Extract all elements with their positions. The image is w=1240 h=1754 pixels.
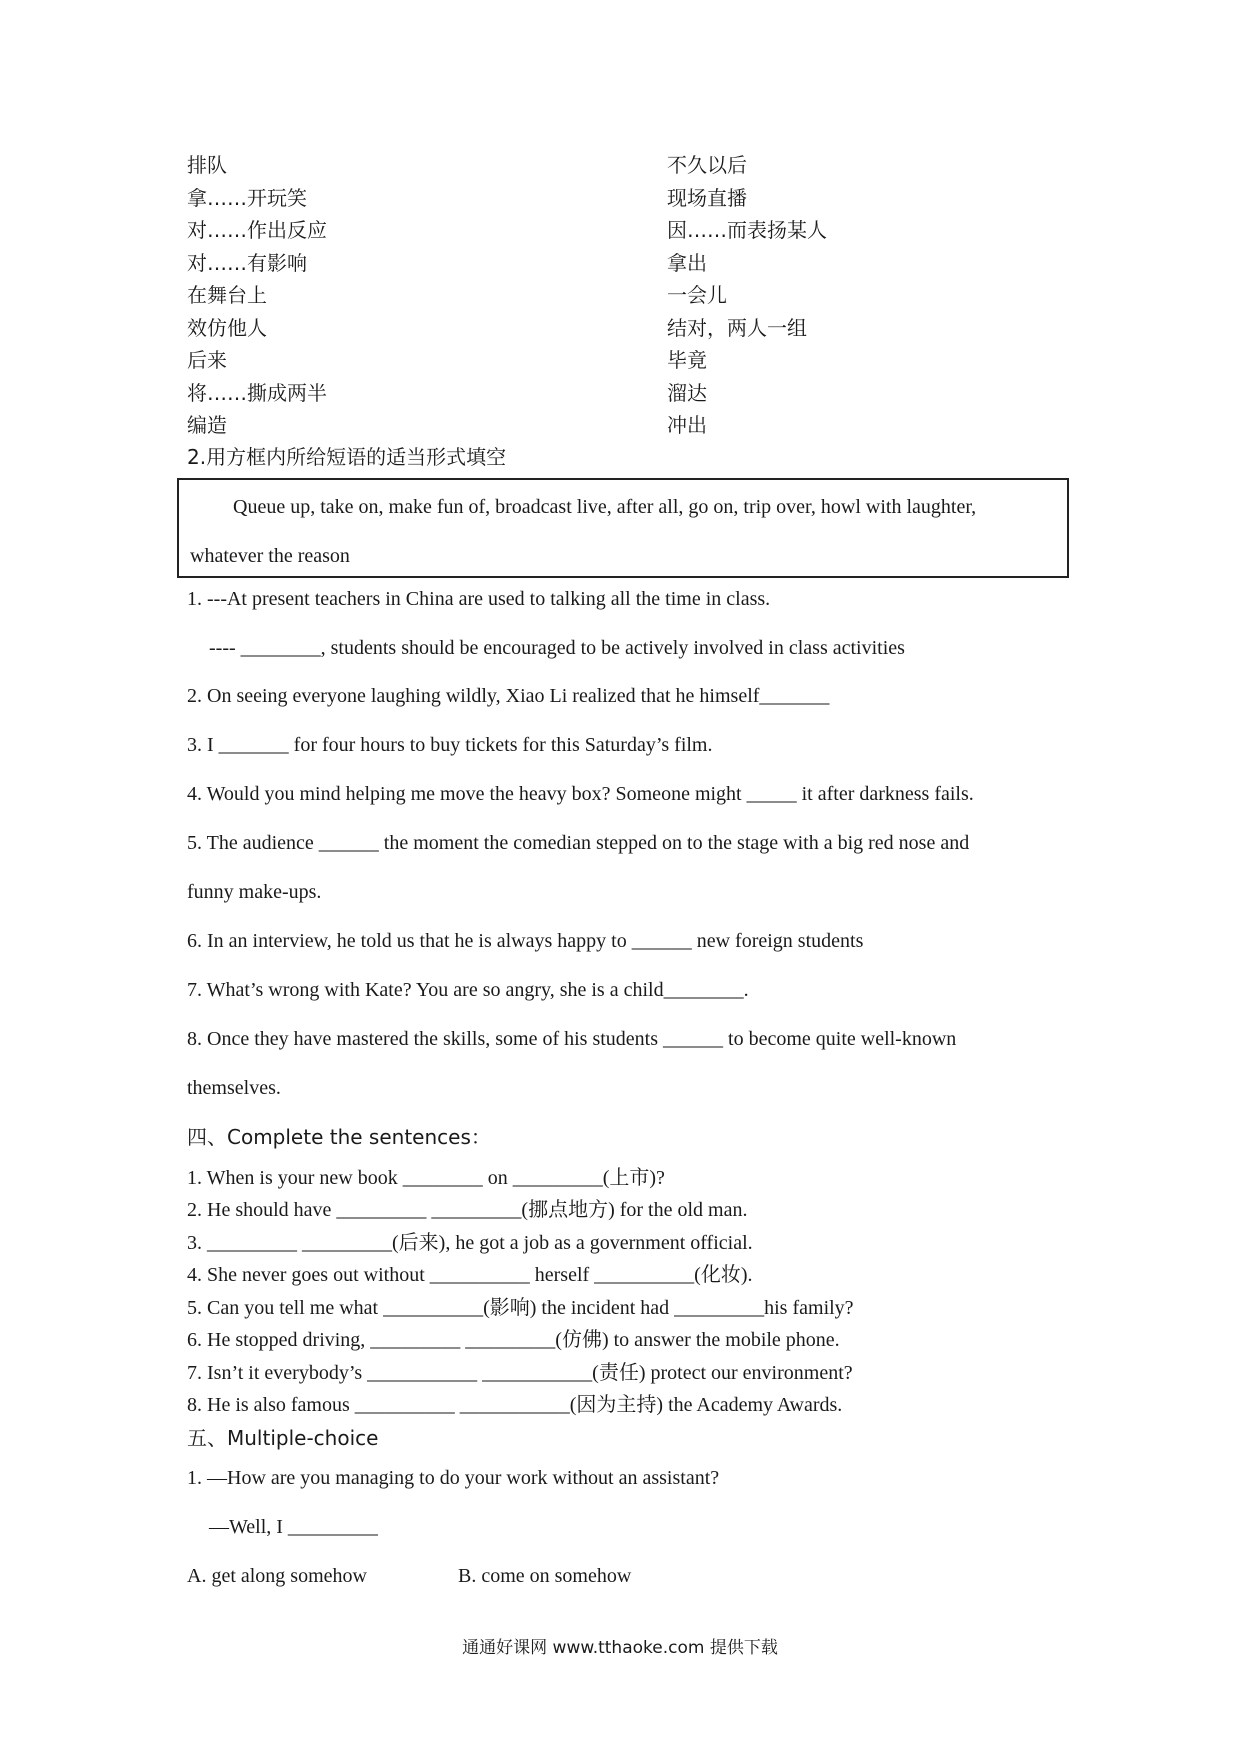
vocab-item: 后来 bbox=[187, 348, 227, 372]
question-line: 5. The audience ______ the moment the comedian stepped on to the stage with a big red nose and bbox=[187, 832, 970, 854]
vocab-item: 现场直播 bbox=[667, 186, 747, 210]
question-line: 3. _________ _________(后来), he got a job as a government official. bbox=[187, 1232, 753, 1254]
phrase-box bbox=[177, 478, 1069, 578]
option-b: B. come on somehow bbox=[458, 1565, 632, 1587]
vocab-item: 不久以后 bbox=[667, 153, 747, 177]
vocab-item: 结对，两人一组 bbox=[667, 316, 807, 340]
question-line: ---- ________, students should be encouraged to be actively involved in class activities bbox=[209, 637, 905, 659]
vocab-item: 将……撕成两半 bbox=[187, 381, 327, 405]
vocab-item: 效仿他人 bbox=[187, 316, 267, 340]
question-line: 7. Isn’t it everybody’s ___________ ___________(责任) protect our environment? bbox=[187, 1362, 853, 1384]
question-line: 4. She never goes out without __________ herself __________(化妆). bbox=[187, 1264, 753, 1286]
question-line: funny make-ups. bbox=[187, 881, 322, 903]
option-a: A. get along somehow bbox=[187, 1565, 367, 1587]
vocab-item: 对……有影响 bbox=[187, 251, 307, 275]
question-line: 2. He should have _________ _________(挪点地方) for the old man. bbox=[187, 1199, 748, 1221]
vocab-item: 编造 bbox=[187, 413, 227, 437]
question-line: 8. Once they have mastered the skills, some of his students ______ to become quite well-known bbox=[187, 1028, 957, 1050]
vocab-item: 因……而表扬某人 bbox=[667, 218, 827, 242]
vocab-item: 对……作出反应 bbox=[187, 218, 327, 242]
question-line: 7. What’s wrong with Kate? You are so angry, she is a child________. bbox=[187, 979, 749, 1001]
phrase-box-line: Queue up, take on, make fun of, broadcast live, after all, go on, trip over, howl with laughter, bbox=[233, 496, 977, 518]
vocab-item: 一会儿 bbox=[667, 283, 727, 307]
question-line: 8. He is also famous __________ ___________(因为主持) the Academy Awards. bbox=[187, 1394, 843, 1416]
section-title: 五、Multiple-choice bbox=[187, 1426, 379, 1450]
page-footer bbox=[0, 1635, 1240, 1660]
vocab-item: 冲出 bbox=[667, 413, 707, 437]
question-line: 4. Would you mind helping me move the heavy box? Someone might _____ it after darkness fails. bbox=[187, 783, 974, 805]
question-line: 1. —How are you managing to do your work without an assistant? bbox=[187, 1467, 720, 1489]
section-title: 四、Complete the sentences： bbox=[187, 1125, 491, 1149]
vocab-item: 拿出 bbox=[667, 251, 707, 275]
vocab-item: 拿……开玩笑 bbox=[187, 186, 307, 210]
question-line: —Well, I _________ bbox=[209, 1516, 378, 1538]
vocab-item: 毕竟 bbox=[667, 348, 707, 372]
vocab-item: 排队 bbox=[187, 153, 227, 177]
question-line: 2. On seeing everyone laughing wildly, Xiao Li realized that he himself_______ bbox=[187, 685, 830, 707]
section-title: 2.用方框内所给短语的适当形式填空 bbox=[187, 445, 507, 469]
question-line: 5. Can you tell me what __________(影响) the incident had _________his family? bbox=[187, 1297, 854, 1319]
question-line: 3. I _______ for four hours to buy tickets for this Saturday’s film. bbox=[187, 734, 713, 756]
phrase-box-line: whatever the reason bbox=[190, 545, 350, 567]
question-line: 6. In an interview, he told us that he is always happy to ______ new foreign students bbox=[187, 930, 864, 952]
question-line: 6. He stopped driving, _________ _________(仿佛) to answer the mobile phone. bbox=[187, 1329, 840, 1351]
question-line: 1. ---At present teachers in China are used to talking all the time in class. bbox=[187, 588, 771, 610]
question-line: 1. When is your new book ________ on _________(上市)? bbox=[187, 1167, 665, 1189]
question-line: themselves. bbox=[187, 1077, 281, 1099]
vocab-item: 在舞台上 bbox=[187, 283, 267, 307]
vocab-item: 溜达 bbox=[667, 381, 707, 405]
footer-text: 通通好课网 www.tthaoke.com 提供下载 bbox=[462, 1638, 778, 1658]
